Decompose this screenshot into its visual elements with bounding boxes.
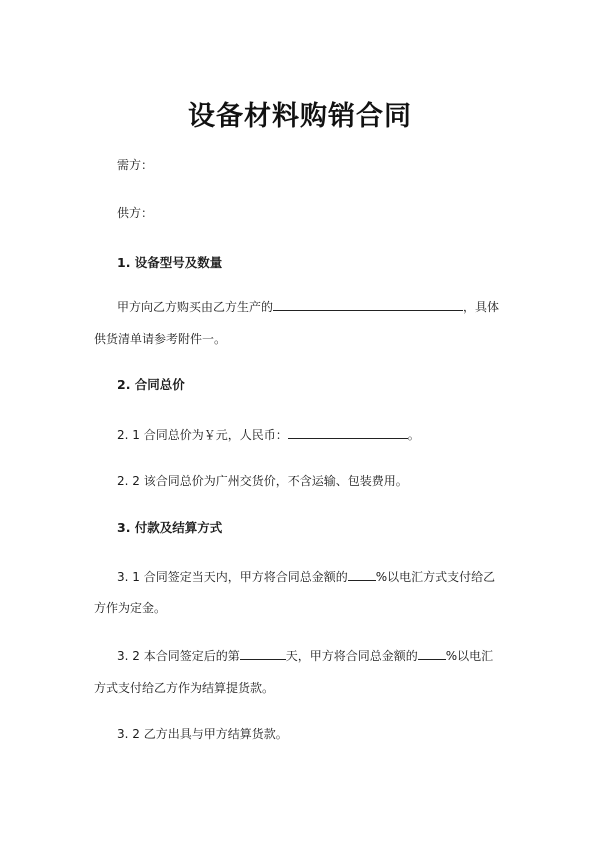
document-title: 设备材料购销合同: [188, 101, 412, 132]
section-1-heading: 1. 设备型号及数量: [117, 255, 223, 270]
buyer-label: 需方：: [117, 158, 154, 172]
section-1-continuation: 供货清单请参考附件一。: [94, 332, 227, 346]
section-1-paragraph: [117, 298, 499, 315]
section-2-1-paragraph: [117, 426, 420, 443]
section-2-1-text-post: 。: [407, 428, 420, 442]
section-3-1-text-post: %以电汇方式支付给乙: [375, 570, 496, 584]
section-1-text-post: ，具体: [463, 300, 500, 314]
section-1-text-pre: 甲方向乙方购买由乙方生产的: [117, 300, 274, 314]
deposit-percent-blank: [348, 568, 376, 581]
section-3-3-paragraph: 3. 2 乙方出具与甲方结算货款。: [117, 727, 288, 741]
section-3-2-text-pre: 3. 2 本合同签定后的第: [117, 649, 240, 663]
section-3-heading: 3. 付款及结算方式: [117, 520, 223, 535]
section-2-1-text-pre: 2. 1 合同总价为￥元，人民币：: [117, 428, 288, 442]
section-3-2-text-post: %以电汇: [445, 649, 494, 663]
section-3-2-paragraph: [117, 647, 493, 664]
section-3-2-text-mid: 天，甲方将合同总金额的: [285, 649, 418, 663]
product-blank: [273, 298, 463, 311]
section-3-2-continuation: 方式支付给乙方作为结算提货款。: [94, 681, 275, 695]
rmb-amount-blank: [288, 426, 408, 439]
days-blank: [240, 647, 286, 660]
section-3-1-text-pre: 3. 1 合同签定当天内，甲方将合同总金额的: [117, 570, 348, 584]
section-3-1-paragraph: [117, 568, 495, 585]
section-2-heading: 2. 合同总价: [117, 377, 185, 392]
seller-label: 供方：: [117, 206, 154, 220]
section-2-2-paragraph: 2. 2 该合同总价为广州交货价，不含运输、包装费用。: [117, 474, 408, 488]
payment-percent-blank: [418, 647, 446, 660]
section-3-1-continuation: 方作为定金。: [94, 601, 167, 615]
